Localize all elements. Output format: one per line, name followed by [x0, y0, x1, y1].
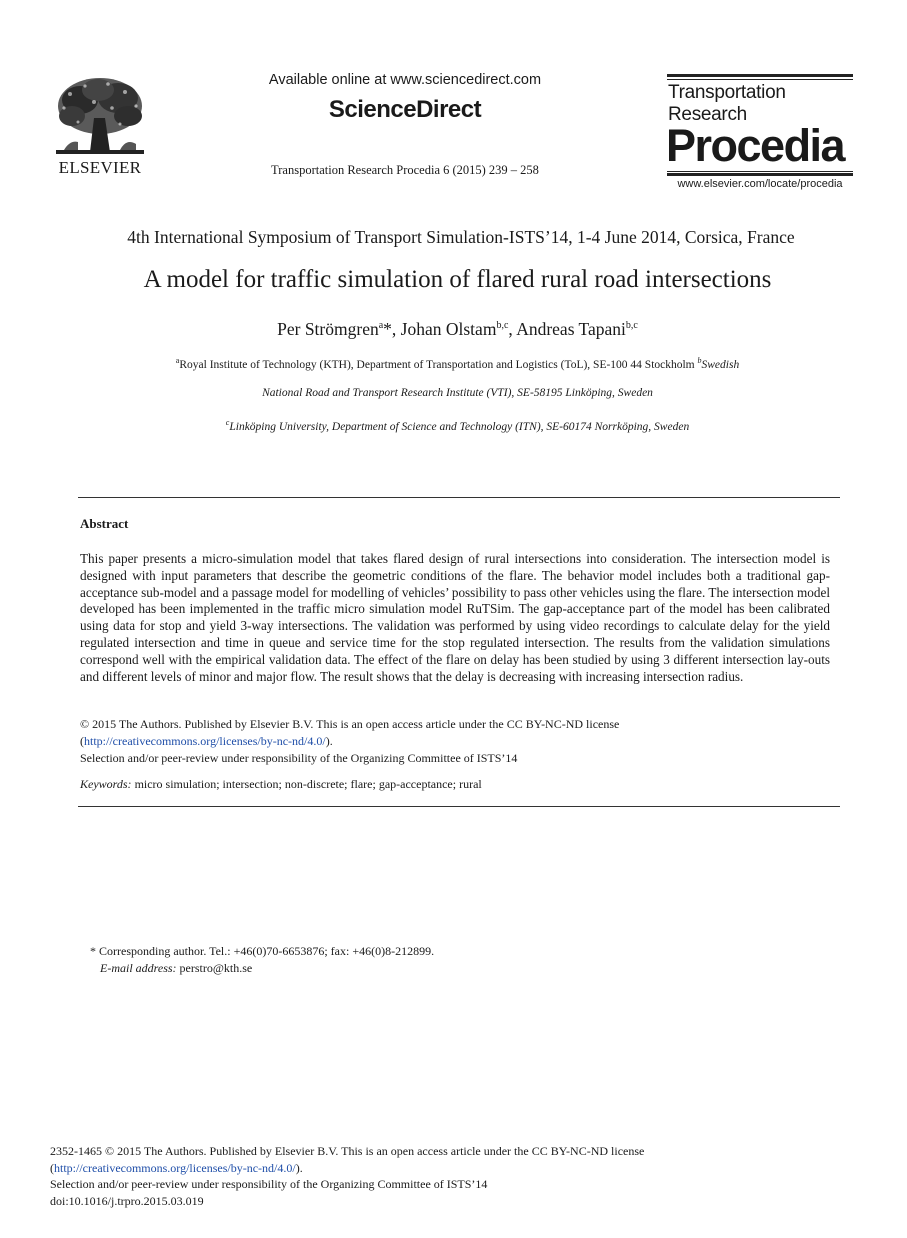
journal-citation: Transportation Research Procedia 6 (2015) 239 – 258 — [271, 163, 539, 177]
divider-bottom — [78, 806, 840, 807]
issn-line: 2352-1465 © 2015 The Authors. Published by Elsevier B.V. This is an open access article under the CC BY-NC-ND license — [50, 1144, 645, 1158]
elsevier-wordmark: ELSEVIER — [58, 158, 142, 177]
license-link[interactable]: http://creativecommons.org/licenses/by-nc-nd/4.0/ — [84, 734, 326, 748]
logo-top-rule — [667, 74, 853, 77]
journal-logo — [667, 74, 853, 196]
affiliation-line-2: National Road and Transport Research Institute (VTI), SE-58195 Linköping, Sweden — [262, 387, 653, 399]
author-name: Andreas Tapani — [516, 319, 626, 339]
author-affiliation-sup: a — [378, 320, 384, 331]
sciencedirect-logo: ScienceDirect — [328, 96, 482, 123]
affiliation-line-1 — [0, 356, 907, 371]
affiliation-text: Linköping University, Department of Science and Technology (ITN), SE-60174 Norrköping, Sweden — [229, 421, 690, 433]
logo-line-transportation: Transportation — [668, 82, 786, 103]
logo-top-rule-thin — [667, 79, 853, 80]
tree-icon — [50, 72, 150, 158]
author-list — [0, 319, 907, 340]
footer-block — [50, 1143, 870, 1209]
footer-peer-review: Selection and/or peer-review under responsibility of the Organizing Committee of ISTS’14 — [50, 1177, 488, 1191]
journal-url[interactable]: www.elsevier.com/locate/procedia — [677, 178, 843, 190]
abstract-body: This paper presents a micro-simulation model that takes flared design of rural intersections into consideration. The intersection model is designed with input parameters that describe the geometric conditions of the flare. The behavior model includes both a traditional gap-acceptance sub-model and a passage model for modelling of vehicles’ possibility to pass other vehicles using the flare. The intersection model developed has been implemented in the traffic micro simulation model RuTSim. The gap-acceptance part of the model has been calibrated using data for stop and yield 3-way intersections. The validation was performed by using video recordings to calculate delay for the yield regulated intersection and time in queue and service time for the stop regulated intersection. The results from the validation simulations correspond well with the empirical validation data. The effect of the flare on delay has been studied by using 3 different intersection lay-outs and different levels of minor and major flow. The result shows that the delay is decreasing with increasing intersection radius. — [80, 551, 830, 684]
license-line: (http://creativecommons.org/licenses/by-nc-nd/4.0/). — [80, 734, 333, 748]
affiliation-sup: c — [225, 418, 230, 427]
copyright-block — [80, 716, 840, 767]
keywords-text: micro simulation; intersection; non-discrete; flare; gap-acceptance; rural — [134, 777, 482, 791]
abstract-heading: Abstract — [80, 516, 129, 531]
paper-title: A model for traffic simulation of flared rural road intersections — [143, 266, 772, 293]
corresponding-mark: * — [383, 319, 392, 339]
logo-bottom-rule-thin — [667, 171, 853, 172]
conference-line: 4th International Symposium of Transport Simulation-ISTS’14, 1-4 June 2014, Corsica, France — [127, 227, 795, 247]
corresponding-author-note — [90, 943, 790, 977]
author-separator: , — [508, 319, 517, 339]
affiliation-line-3 — [0, 418, 907, 433]
doi-line[interactable]: doi:10.1016/j.trpro.2015.03.019 — [50, 1193, 204, 1208]
author-affiliation-sup: b,c — [625, 320, 638, 331]
email-line — [90, 960, 790, 977]
keywords-label: Keywords: — [80, 777, 132, 791]
available-online-text: Available online at www.sciencedirect.com — [268, 72, 542, 88]
affiliation-text: Royal Institute of Technology (KTH), Department of Transportation and Logistics (ToL), SE-100 44 Stockholm — [179, 359, 695, 371]
logo-line-procedia: Procedia — [666, 120, 845, 171]
corresponding-author-line: * Corresponding author. Tel.: +46(0)70-6653876; fax: +46(0)8-212899. — [90, 944, 435, 958]
peer-review-line: Selection and/or peer-review under responsibility of the Organizing Committee of ISTS’14 — [80, 751, 518, 765]
footer-license-line: (http://creativecommons.org/licenses/by-nc-nd/4.0/). — [50, 1160, 303, 1175]
affiliation-sup: a — [175, 356, 180, 365]
copyright-line: © 2015 The Authors. Published by Elsevier B.V. This is an open access article under the CC BY-NC-ND license — [80, 717, 620, 731]
logo-line-research: Research — [668, 104, 747, 125]
affiliation-sup: b — [697, 356, 702, 365]
author-affiliation-sup: b,c — [496, 320, 509, 331]
email-label: E-mail address: — [100, 961, 177, 975]
logo-bottom-rule — [667, 173, 853, 176]
author-name: Per Strömgren — [277, 319, 379, 339]
email-address[interactable]: perstro@kth.se — [179, 961, 253, 975]
affiliation-text: Swedish — [701, 359, 740, 371]
author-name: Johan Olstam — [400, 319, 497, 339]
keywords-line — [80, 776, 840, 793]
divider-top — [78, 497, 840, 498]
author-separator: , — [391, 319, 401, 339]
footer-license-link[interactable]: http://creativecommons.org/licenses/by-nc-nd/4.0/ — [54, 1160, 296, 1175]
